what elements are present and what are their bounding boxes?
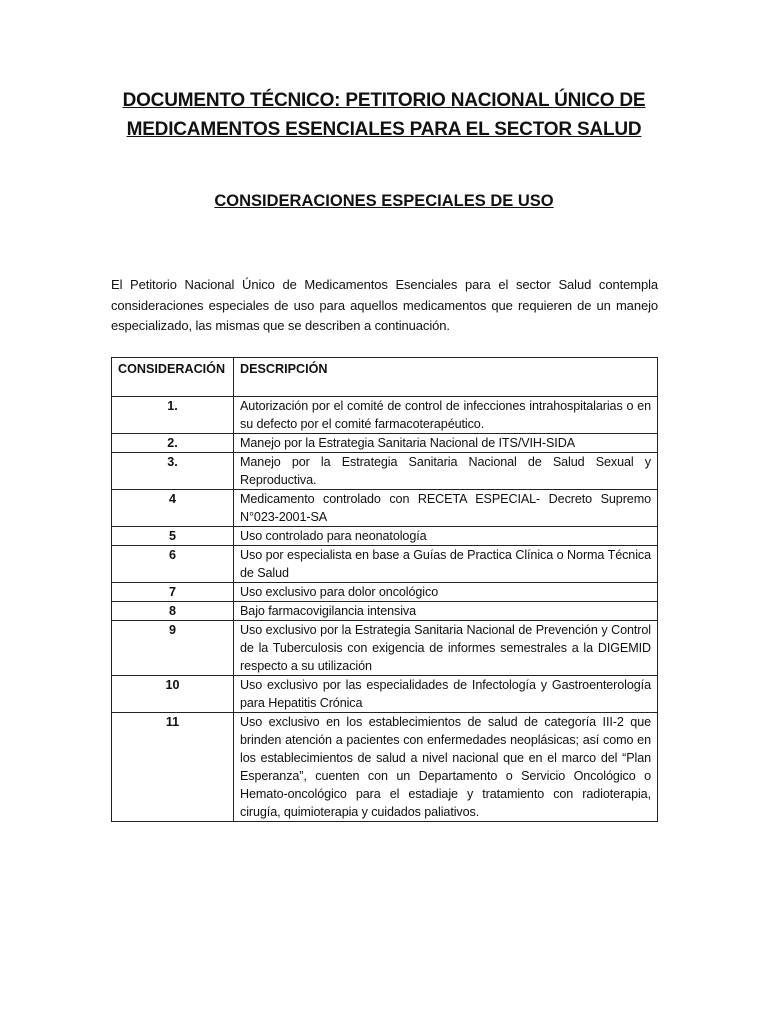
row-description: Bajo farmacovigilancia intensiva (234, 602, 658, 621)
row-number: 8 (112, 602, 234, 621)
row-description: Uso exclusivo para dolor oncológico (234, 583, 658, 602)
row-number: 5 (112, 527, 234, 546)
table-row (112, 527, 658, 546)
row-number: 3. (112, 453, 234, 490)
row-description: Uso por especialista en base a Guías de Practica Clínica o Norma Técnica de Salud (234, 546, 658, 583)
row-number: 7 (112, 583, 234, 602)
title-line-1: DOCUMENTO TÉCNICO: PETITORIO NACIONAL ÚNICO DE (122, 90, 646, 111)
table-row (112, 453, 658, 490)
row-number: 2. (112, 434, 234, 453)
table-row (112, 713, 658, 822)
table-row (112, 546, 658, 583)
table-row (112, 621, 658, 676)
header-descripcion: DESCRIPCIÓN (234, 358, 658, 397)
row-number: 11 (112, 713, 234, 822)
row-number: 10 (112, 676, 234, 713)
row-description: Uso controlado para neonatología (234, 527, 658, 546)
header-consideracion: CONSIDERACIÓN (112, 358, 234, 397)
intro-paragraph: El Petitorio Nacional Único de Medicamentos Esenciales para el sector Salud contempla consideraciones especiales de uso para aquellos medicamentos que requieren de un manejo especializado, las mismas que se describen a continuación. (111, 277, 658, 333)
table-row (112, 490, 658, 527)
considerations-table (111, 357, 658, 822)
table-row (112, 434, 658, 453)
title-line-2: MEDICAMENTOS ESENCIALES PARA EL SECTOR SALUD (126, 119, 642, 140)
row-description: Uso exclusivo en los establecimientos de salud de categoría III-2 que brinden atención a pacientes con enfermedades neoplásicas; así como en los establecimientos de salud a nivel nacional que en el marco del “Plan Esperanza”, cuenten con un Departamento o Servicio Oncológico o Hemato-oncológico para el estadiaje y tratamiento con radioterapia, cirugía, quimioterapia y cuidados paliativos. (234, 713, 658, 822)
section-heading: CONSIDERACIONES ESPECIALES DE USO (214, 192, 554, 210)
table-row (112, 397, 658, 434)
row-description: Autorización por el comité de control de infecciones intrahospitalarias o en su defecto por el comité farmacoterapéutico. (234, 397, 658, 434)
table-row (112, 583, 658, 602)
row-number: 1. (112, 397, 234, 434)
row-number: 6 (112, 546, 234, 583)
row-number: 9 (112, 621, 234, 676)
row-description: Medicamento controlado con RECETA ESPECIAL- Decreto Supremo N°023-2001-SA (234, 490, 658, 527)
table-row (112, 676, 658, 713)
row-description: Manejo por la Estrategia Sanitaria Nacional de ITS/VIH-SIDA (234, 434, 658, 453)
table-row (112, 602, 658, 621)
document-title (90, 86, 678, 144)
row-description: Manejo por la Estrategia Sanitaria Nacional de Salud Sexual y Reproductiva. (234, 453, 658, 490)
row-number: 4 (112, 490, 234, 527)
row-description: Uso exclusivo por las especialidades de Infectología y Gastroenterología para Hepatitis Crónica (234, 676, 658, 713)
row-description: Uso exclusivo por la Estrategia Sanitaria Nacional de Prevención y Control de la Tuberculosis con exigencia de informes semestrales a la DIGEMID respecto a su utilización (234, 621, 658, 676)
table-header-row (112, 358, 658, 397)
